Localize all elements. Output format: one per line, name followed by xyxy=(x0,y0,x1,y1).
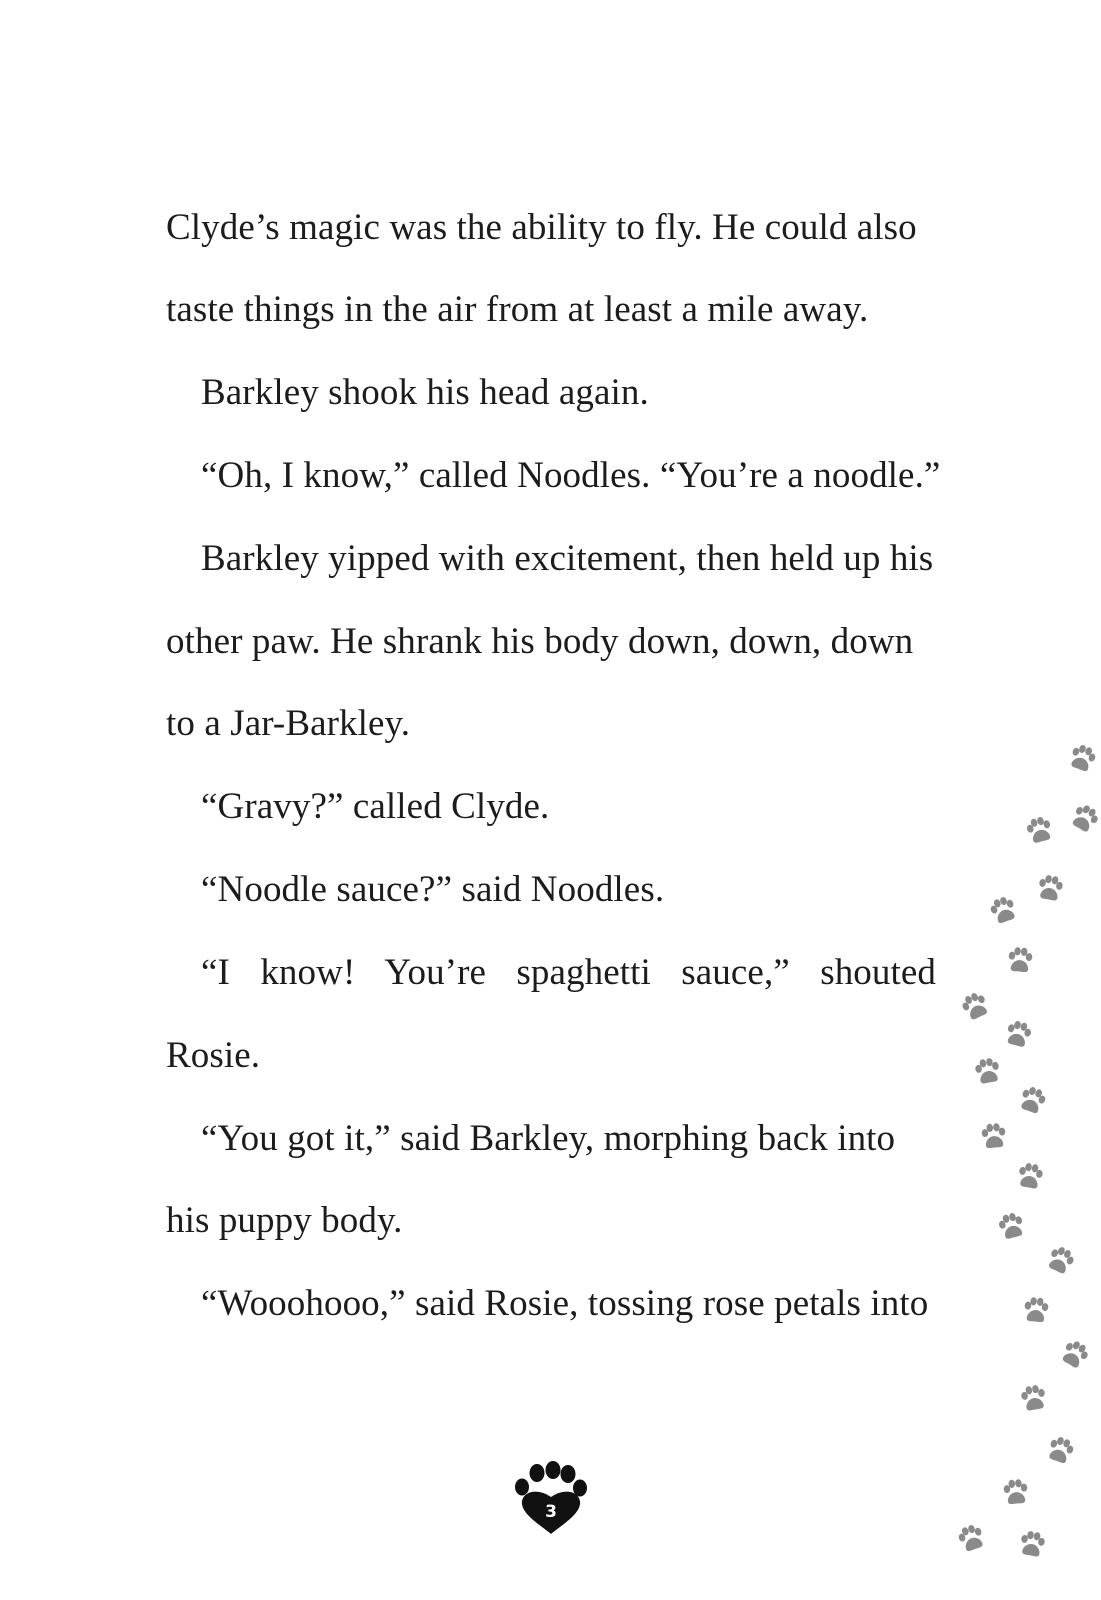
paw-print-icon xyxy=(981,1122,1007,1148)
text-line: Clyde’s magic was the ability to fly. He could also xyxy=(166,207,917,248)
paw-print-icon xyxy=(1037,874,1064,902)
paw-print-icon xyxy=(1059,1338,1091,1371)
page-number: 3 xyxy=(545,1502,557,1522)
text-line: “I know! You’re spaghetti sauce,” shouted xyxy=(201,952,936,993)
paw-print-icon xyxy=(1025,815,1054,844)
paw-print-icon xyxy=(1046,1434,1076,1465)
page-folio xyxy=(512,1456,590,1536)
paw-print-icon xyxy=(959,990,991,1022)
text-line: “Noodle sauce?” said Noodles. xyxy=(201,869,665,910)
text-line: Barkley yipped with excitement, then held up his xyxy=(201,538,934,579)
text-line: “Oh, I know,” called Noodles. “You’re a noodle.” xyxy=(201,455,941,496)
paw-print-icon xyxy=(1019,1530,1046,1558)
paw-print-icon xyxy=(974,1057,1001,1085)
paw-print-icon xyxy=(1007,946,1033,972)
paw-print-icon xyxy=(1003,1478,1029,1504)
paw-print-icon xyxy=(1069,802,1101,835)
text-line: “Gravy?” called Clyde. xyxy=(201,786,550,827)
paw-print-icon xyxy=(988,894,1018,925)
paw-print-icon xyxy=(1045,1244,1077,1276)
paw-print-icon xyxy=(1017,1162,1044,1190)
text-line: “Wooohooo,” said Rosie, tossing rose petals into xyxy=(201,1283,929,1324)
paw-print-icon xyxy=(956,1522,986,1553)
paw-print-icon xyxy=(1020,1384,1047,1412)
paw-heart-icon xyxy=(512,1456,590,1536)
text-line: his puppy body. xyxy=(166,1200,403,1241)
text-line: taste things in the air from at least a mile away. xyxy=(166,289,869,330)
text-line: other paw. He shrank his body down, down, down xyxy=(166,621,914,662)
paw-print-icon xyxy=(997,1211,1026,1240)
text-line: “You got it,” said Barkley, morphing back into xyxy=(201,1118,896,1159)
paw-print-icon xyxy=(1004,1019,1033,1048)
paw-print-icon xyxy=(1023,1296,1049,1322)
paw-print-icon xyxy=(1068,742,1098,773)
paw-print-icon xyxy=(1018,1084,1048,1115)
text-line: Barkley shook his head again. xyxy=(201,372,649,413)
text-line: to a Jar-Barkley. xyxy=(166,703,411,744)
text-line: Rosie. xyxy=(166,1035,261,1076)
